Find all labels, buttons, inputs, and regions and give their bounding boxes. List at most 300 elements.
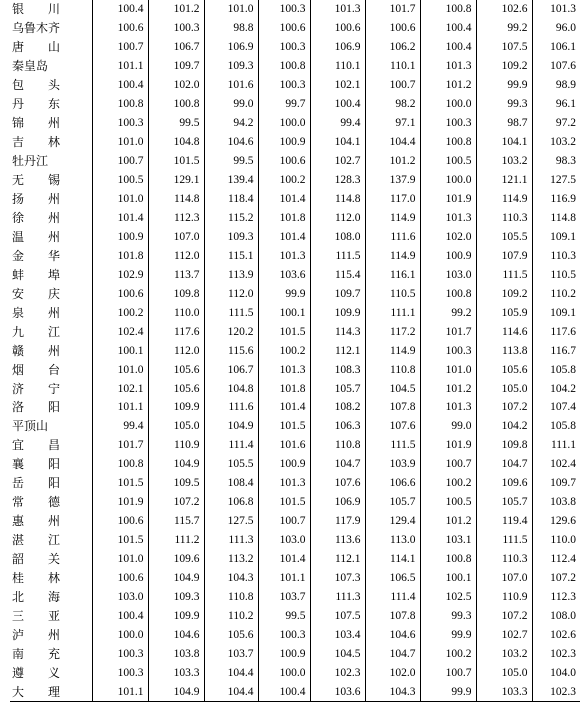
index-value-cell: 105.0: [476, 663, 532, 682]
city-name-cell: 韶 关: [10, 550, 92, 569]
index-value-cell: 101.7: [365, 0, 420, 19]
index-value-cell: 103.4: [310, 625, 365, 644]
index-value-cell: 104.9: [204, 417, 258, 436]
index-value-cell: 100.8: [420, 0, 476, 19]
index-value-cell: 107.2: [476, 607, 532, 626]
index-value-cell: 100.9: [258, 133, 310, 152]
index-value-cell: 105.8: [532, 360, 580, 379]
index-value-cell: 99.4: [92, 417, 148, 436]
index-value-cell: 100.4: [92, 607, 148, 626]
index-value-cell: 111.5: [310, 246, 365, 265]
index-value-cell: 101.8: [258, 379, 310, 398]
index-value-cell: 129.4: [365, 512, 420, 531]
index-value-cell: 129.1: [148, 171, 204, 190]
index-value-cell: 104.3: [204, 569, 258, 588]
index-value-cell: 113.7: [148, 265, 204, 284]
city-name-cell: 银 川: [10, 0, 92, 19]
index-value-cell: 101.6: [258, 436, 310, 455]
index-value-cell: 99.7: [258, 95, 310, 114]
index-value-cell: 104.1: [476, 133, 532, 152]
index-value-cell: 106.9: [310, 38, 365, 57]
index-value-cell: 107.6: [532, 57, 580, 76]
table-row: [10, 569, 580, 588]
index-value-cell: 102.6: [532, 625, 580, 644]
index-value-cell: 111.3: [310, 588, 365, 607]
index-value-cell: 106.8: [204, 493, 258, 512]
index-value-cell: 113.0: [365, 531, 420, 550]
index-value-cell: 101.0: [92, 133, 148, 152]
index-value-cell: 107.8: [365, 398, 420, 417]
index-value-cell: 106.3: [310, 417, 365, 436]
index-value-cell: 102.1: [310, 76, 365, 95]
index-value-cell: 117.2: [365, 322, 420, 341]
index-value-cell: 101.5: [258, 417, 310, 436]
index-value-cell: 110.3: [476, 208, 532, 227]
price-index-table: [10, 0, 580, 702]
city-name-cell: 丹 东: [10, 95, 92, 114]
city-name-cell: 洛 阳: [10, 398, 92, 417]
index-value-cell: 100.6: [258, 19, 310, 38]
index-value-cell: 107.2: [148, 493, 204, 512]
index-value-cell: 100.6: [92, 19, 148, 38]
index-value-cell: 109.8: [476, 436, 532, 455]
index-value-cell: 107.0: [476, 569, 532, 588]
index-value-cell: 105.7: [365, 493, 420, 512]
index-value-cell: 111.4: [365, 588, 420, 607]
index-value-cell: 100.5: [420, 493, 476, 512]
index-value-cell: 104.9: [148, 455, 204, 474]
index-value-cell: 101.1: [92, 398, 148, 417]
index-value-cell: 114.6: [476, 322, 532, 341]
index-value-cell: 101.5: [92, 474, 148, 493]
index-value-cell: 102.3: [310, 663, 365, 682]
table-row: [10, 133, 580, 152]
index-value-cell: 105.5: [476, 227, 532, 246]
index-value-cell: 100.3: [258, 38, 310, 57]
index-value-cell: 100.7: [92, 38, 148, 57]
index-value-cell: 100.3: [258, 76, 310, 95]
index-value-cell: 100.5: [92, 171, 148, 190]
index-value-cell: 101.5: [258, 493, 310, 512]
index-value-cell: 99.0: [204, 95, 258, 114]
index-value-cell: 100.8: [420, 550, 476, 569]
index-value-cell: 137.9: [365, 171, 420, 190]
index-value-cell: 100.8: [92, 95, 148, 114]
index-value-cell: 106.9: [204, 38, 258, 57]
index-value-cell: 100.7: [420, 455, 476, 474]
index-value-cell: 100.5: [420, 152, 476, 171]
city-name-cell: 泸 州: [10, 625, 92, 644]
index-value-cell: 100.2: [258, 341, 310, 360]
city-name-cell: 牡丹江: [10, 152, 92, 171]
city-name-cell: 蚌 埠: [10, 265, 92, 284]
index-value-cell: 103.1: [420, 531, 476, 550]
index-value-cell: 100.2: [420, 644, 476, 663]
index-value-cell: 104.7: [310, 455, 365, 474]
index-value-cell: 103.0: [420, 265, 476, 284]
table-row: [10, 341, 580, 360]
index-value-cell: 109.7: [532, 474, 580, 493]
index-value-cell: 105.7: [310, 379, 365, 398]
index-value-cell: 111.1: [365, 303, 420, 322]
index-value-cell: 100.3: [420, 341, 476, 360]
index-value-cell: 105.0: [148, 417, 204, 436]
index-value-cell: 109.9: [148, 607, 204, 626]
index-value-cell: 100.7: [365, 76, 420, 95]
index-value-cell: 107.8: [365, 607, 420, 626]
index-value-cell: 105.9: [476, 303, 532, 322]
table-row: [10, 322, 580, 341]
index-value-cell: 127.5: [204, 512, 258, 531]
index-value-cell: 117.6: [148, 322, 204, 341]
index-value-cell: 99.2: [420, 303, 476, 322]
index-value-cell: 114.9: [476, 190, 532, 209]
index-value-cell: 109.2: [476, 57, 532, 76]
index-value-cell: 101.0: [92, 190, 148, 209]
index-value-cell: 103.2: [532, 133, 580, 152]
index-value-cell: 100.4: [92, 76, 148, 95]
index-value-cell: 104.2: [532, 379, 580, 398]
index-value-cell: 104.7: [476, 455, 532, 474]
index-value-cell: 101.2: [420, 512, 476, 531]
index-value-cell: 108.2: [310, 398, 365, 417]
index-value-cell: 94.2: [204, 114, 258, 133]
index-value-cell: 103.9: [365, 455, 420, 474]
index-value-cell: 106.7: [148, 38, 204, 57]
table-row: [10, 303, 580, 322]
index-value-cell: 110.8: [204, 588, 258, 607]
index-value-cell: 111.5: [204, 303, 258, 322]
index-value-cell: 105.8: [532, 417, 580, 436]
city-name-cell: 包 头: [10, 76, 92, 95]
index-value-cell: 100.0: [420, 171, 476, 190]
index-value-cell: 102.3: [532, 682, 580, 701]
index-value-cell: 100.9: [258, 644, 310, 663]
index-value-cell: 112.3: [532, 588, 580, 607]
index-value-cell: 100.2: [92, 303, 148, 322]
index-value-cell: 111.4: [204, 436, 258, 455]
index-value-cell: 109.5: [148, 474, 204, 493]
index-value-cell: 101.4: [92, 208, 148, 227]
index-value-cell: 110.0: [532, 531, 580, 550]
index-value-cell: 113.2: [204, 550, 258, 569]
index-value-cell: 100.6: [310, 19, 365, 38]
index-value-cell: 113.6: [310, 531, 365, 550]
index-value-cell: 101.3: [420, 398, 476, 417]
index-value-cell: 100.2: [420, 474, 476, 493]
index-value-cell: 99.5: [258, 607, 310, 626]
index-value-cell: 98.2: [365, 95, 420, 114]
index-value-cell: 102.0: [420, 227, 476, 246]
index-value-cell: 114.9: [365, 341, 420, 360]
index-value-cell: 110.2: [204, 607, 258, 626]
index-value-cell: 100.6: [365, 19, 420, 38]
index-value-cell: 105.6: [476, 360, 532, 379]
index-value-cell: 107.3: [310, 569, 365, 588]
index-value-cell: 105.6: [204, 625, 258, 644]
index-value-cell: 103.6: [258, 265, 310, 284]
city-name-cell: 泉 州: [10, 303, 92, 322]
index-value-cell: 107.0: [148, 227, 204, 246]
index-value-cell: 101.1: [92, 57, 148, 76]
index-value-cell: 105.6: [148, 360, 204, 379]
index-value-cell: 127.5: [532, 171, 580, 190]
index-value-cell: 114.9: [365, 208, 420, 227]
index-value-cell: 102.5: [420, 588, 476, 607]
index-value-cell: 108.0: [310, 227, 365, 246]
index-value-cell: 103.8: [148, 644, 204, 663]
table-row: [10, 152, 580, 171]
index-value-cell: 101.4: [258, 398, 310, 417]
index-value-cell: 110.2: [532, 284, 580, 303]
index-value-cell: 98.7: [476, 114, 532, 133]
table-row: [10, 625, 580, 644]
table-row: [10, 246, 580, 265]
index-value-cell: 111.6: [204, 398, 258, 417]
index-value-cell: 114.8: [310, 190, 365, 209]
index-value-cell: 100.8: [420, 284, 476, 303]
index-value-cell: 114.8: [148, 190, 204, 209]
index-value-cell: 116.1: [365, 265, 420, 284]
city-name-cell: 无 锡: [10, 171, 92, 190]
index-value-cell: 101.1: [258, 569, 310, 588]
index-value-cell: 104.8: [148, 133, 204, 152]
index-value-cell: 113.9: [204, 265, 258, 284]
index-value-cell: 100.3: [258, 625, 310, 644]
index-value-cell: 99.0: [420, 417, 476, 436]
table-row: [10, 531, 580, 550]
table-row: [10, 57, 580, 76]
index-value-cell: 101.3: [420, 208, 476, 227]
index-value-cell: 113.8: [476, 341, 532, 360]
city-name-cell: 温 州: [10, 227, 92, 246]
index-value-cell: 120.2: [204, 322, 258, 341]
index-value-cell: 105.5: [204, 455, 258, 474]
city-name-cell: 大 理: [10, 682, 92, 701]
city-name-cell: 襄 阳: [10, 455, 92, 474]
index-value-cell: 100.0: [258, 114, 310, 133]
index-value-cell: 99.9: [476, 76, 532, 95]
index-value-cell: 112.0: [148, 341, 204, 360]
index-value-cell: 101.0: [420, 360, 476, 379]
index-value-cell: 102.4: [532, 455, 580, 474]
index-value-cell: 104.1: [310, 133, 365, 152]
index-value-cell: 100.4: [420, 38, 476, 57]
index-value-cell: 101.7: [92, 436, 148, 455]
city-name-cell: 常 德: [10, 493, 92, 512]
index-value-cell: 103.2: [476, 644, 532, 663]
index-value-cell: 101.3: [258, 246, 310, 265]
index-value-cell: 107.6: [310, 474, 365, 493]
table-row: [10, 227, 580, 246]
table-row: [10, 38, 580, 57]
index-value-cell: 100.8: [258, 57, 310, 76]
table-row: [10, 0, 580, 19]
index-value-cell: 116.9: [532, 190, 580, 209]
index-value-cell: 101.9: [92, 493, 148, 512]
index-value-cell: 106.1: [532, 38, 580, 57]
index-value-cell: 100.7: [420, 663, 476, 682]
index-value-cell: 104.5: [310, 644, 365, 663]
table-row: [10, 436, 580, 455]
index-value-cell: 111.5: [365, 436, 420, 455]
table-row: [10, 360, 580, 379]
index-value-cell: 111.5: [476, 531, 532, 550]
index-value-cell: 103.8: [532, 493, 580, 512]
index-value-cell: 103.0: [92, 588, 148, 607]
index-value-cell: 103.0: [258, 531, 310, 550]
index-value-cell: 107.2: [532, 569, 580, 588]
index-value-cell: 121.1: [476, 171, 532, 190]
index-value-cell: 97.1: [365, 114, 420, 133]
index-value-cell: 104.6: [148, 625, 204, 644]
index-value-cell: 100.7: [92, 152, 148, 171]
index-value-cell: 100.9: [258, 455, 310, 474]
index-value-cell: 107.5: [476, 38, 532, 57]
index-value-cell: 101.9: [420, 190, 476, 209]
index-value-cell: 99.9: [258, 284, 310, 303]
index-value-cell: 101.3: [420, 57, 476, 76]
index-value-cell: 111.5: [476, 265, 532, 284]
index-value-cell: 103.3: [148, 663, 204, 682]
index-value-cell: 101.2: [420, 379, 476, 398]
index-value-cell: 110.9: [148, 436, 204, 455]
index-value-cell: 100.4: [258, 682, 310, 701]
city-name-cell: 南 充: [10, 644, 92, 663]
city-name-cell: 遵 义: [10, 663, 92, 682]
index-value-cell: 110.8: [365, 360, 420, 379]
index-value-cell: 101.1: [92, 682, 148, 701]
index-value-cell: 102.1: [92, 379, 148, 398]
table-row: [10, 663, 580, 682]
index-value-cell: 98.9: [532, 76, 580, 95]
index-value-cell: 102.9: [92, 265, 148, 284]
index-value-cell: 100.9: [92, 227, 148, 246]
index-value-cell: 104.3: [365, 682, 420, 701]
index-value-cell: 98.8: [204, 19, 258, 38]
index-value-cell: 96.1: [532, 95, 580, 114]
index-value-cell: 110.8: [310, 436, 365, 455]
index-value-cell: 101.3: [310, 0, 365, 19]
index-value-cell: 116.7: [532, 341, 580, 360]
index-value-cell: 115.2: [204, 208, 258, 227]
index-value-cell: 101.8: [92, 246, 148, 265]
index-value-cell: 105.6: [148, 379, 204, 398]
index-value-cell: 103.6: [310, 682, 365, 701]
table-row: [10, 95, 580, 114]
index-value-cell: 96.0: [532, 19, 580, 38]
index-value-cell: 100.6: [92, 569, 148, 588]
index-value-cell: 101.5: [148, 152, 204, 171]
index-value-cell: 106.2: [365, 38, 420, 57]
index-value-cell: 117.9: [310, 512, 365, 531]
table-body: [10, 0, 580, 702]
table-row: [10, 417, 580, 436]
index-value-cell: 109.7: [148, 57, 204, 76]
index-value-cell: 99.5: [204, 152, 258, 171]
table-row: [10, 493, 580, 512]
index-value-cell: 101.8: [258, 208, 310, 227]
index-value-cell: 101.2: [148, 0, 204, 19]
index-value-cell: 106.7: [204, 360, 258, 379]
city-name-cell: 扬 州: [10, 190, 92, 209]
index-value-cell: 139.4: [204, 171, 258, 190]
table-row: [10, 588, 580, 607]
table-row: [10, 512, 580, 531]
index-value-cell: 99.9: [420, 682, 476, 701]
city-name-cell: 平顶山: [10, 417, 92, 436]
index-value-cell: 109.3: [204, 227, 258, 246]
city-name-cell: 赣 州: [10, 341, 92, 360]
index-value-cell: 104.0: [532, 663, 580, 682]
city-name-cell: 桂 林: [10, 569, 92, 588]
index-value-cell: 101.2: [420, 76, 476, 95]
city-name-cell: 三 亚: [10, 607, 92, 626]
index-value-cell: 104.9: [148, 682, 204, 701]
table-row: [10, 682, 580, 701]
index-value-cell: 107.6: [365, 417, 420, 436]
table-row: [10, 190, 580, 209]
index-value-cell: 109.8: [148, 284, 204, 303]
table-row: [10, 474, 580, 493]
city-name-cell: 安 庆: [10, 284, 92, 303]
table-row: [10, 265, 580, 284]
index-value-cell: 103.2: [476, 152, 532, 171]
index-value-cell: 104.4: [204, 663, 258, 682]
index-value-cell: 100.3: [92, 663, 148, 682]
index-value-cell: 99.3: [420, 607, 476, 626]
index-value-cell: 100.9: [420, 246, 476, 265]
index-value-cell: 109.2: [476, 284, 532, 303]
index-value-cell: 101.6: [204, 76, 258, 95]
index-value-cell: 104.2: [476, 417, 532, 436]
table-row: [10, 607, 580, 626]
index-value-cell: 100.8: [92, 455, 148, 474]
index-value-cell: 100.6: [92, 284, 148, 303]
index-value-cell: 99.4: [310, 114, 365, 133]
index-value-cell: 100.4: [92, 0, 148, 19]
index-value-cell: 100.1: [420, 569, 476, 588]
index-value-cell: 100.3: [258, 0, 310, 19]
index-value-cell: 100.1: [92, 341, 148, 360]
index-value-cell: 101.0: [92, 360, 148, 379]
index-value-cell: 111.6: [365, 227, 420, 246]
index-value-cell: 100.3: [148, 19, 204, 38]
index-value-cell: 101.9: [420, 436, 476, 455]
index-value-cell: 104.9: [148, 569, 204, 588]
index-value-cell: 100.3: [92, 114, 148, 133]
table-row: [10, 550, 580, 569]
city-name-cell: 锦 州: [10, 114, 92, 133]
index-value-cell: 101.5: [258, 322, 310, 341]
index-value-cell: 110.1: [365, 57, 420, 76]
city-name-cell: 吉 林: [10, 133, 92, 152]
table-row: [10, 114, 580, 133]
table-row: [10, 208, 580, 227]
index-value-cell: 99.5: [148, 114, 204, 133]
index-value-cell: 102.4: [92, 322, 148, 341]
city-name-cell: 湛 江: [10, 531, 92, 550]
index-value-cell: 107.2: [476, 398, 532, 417]
index-value-cell: 100.0: [92, 625, 148, 644]
index-value-cell: 103.7: [258, 588, 310, 607]
city-name-cell: 唐 山: [10, 38, 92, 57]
index-value-cell: 110.5: [532, 265, 580, 284]
index-value-cell: 100.0: [258, 663, 310, 682]
index-value-cell: 107.5: [310, 607, 365, 626]
index-value-cell: 103.3: [476, 682, 532, 701]
index-value-cell: 104.5: [365, 379, 420, 398]
